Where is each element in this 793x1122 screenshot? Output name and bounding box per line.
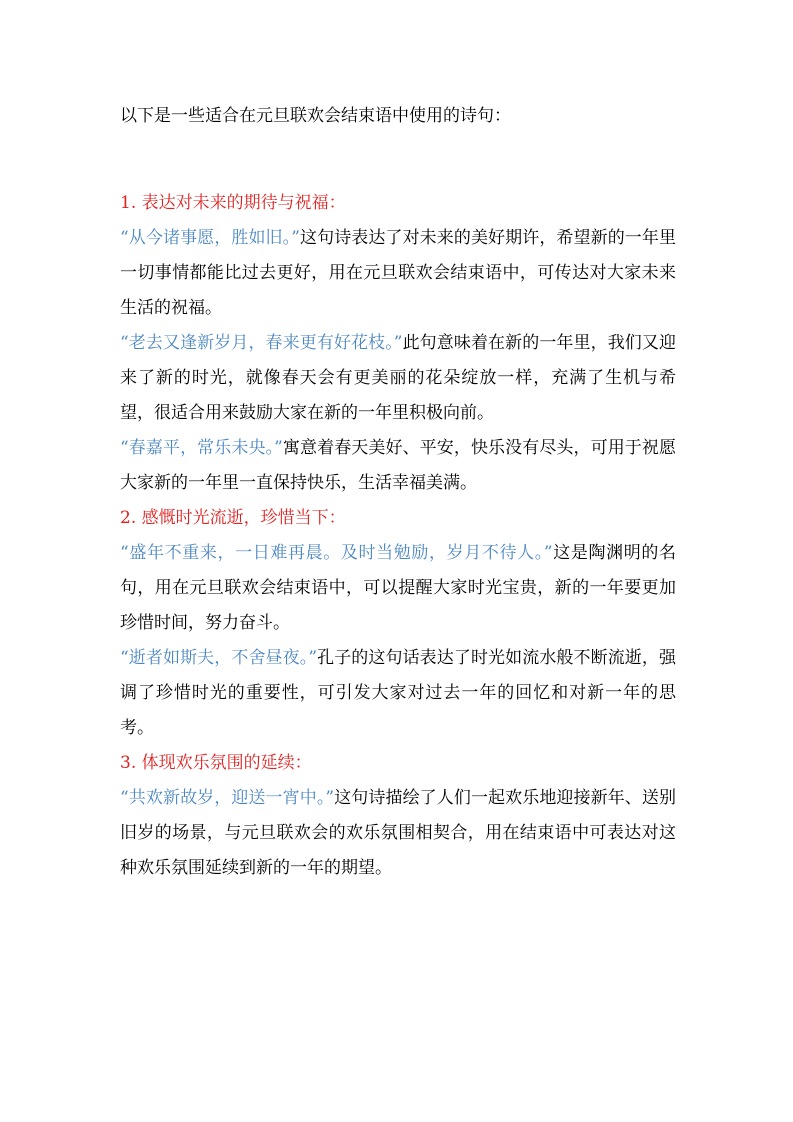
poem-explanation: 这句诗表达了对未来的美好期许，希望新的一年里一切事情都能比过去更好，用在元旦联欢会结束语中，可传达对大家未来生活的祝福。: [120, 228, 676, 318]
poem-quote: “从今诸事愿，胜如旧。”: [120, 228, 300, 248]
poem-quote: “逝者如斯夫，不舍昼夜。”: [120, 648, 318, 668]
poem-paragraph: [120, 536, 676, 641]
section-heading: 2. 感慨时光流逝，珍惜当下：: [120, 508, 346, 528]
document-body: [120, 186, 676, 886]
poem-paragraph: [120, 221, 676, 326]
poem-explanation: 这句诗描绘了人们一起欢乐地迎接新年、送别旧岁的场景，与元旦联欢会的欢乐氛围相契合，用在结束语中可表达对这种欢乐氛围延续到新的一年的期望。: [120, 788, 676, 878]
poem-paragraph: [120, 641, 676, 746]
poem-paragraph: [120, 326, 676, 431]
poem-paragraph: [120, 781, 676, 886]
section-heading: 1. 表达对未来的期待与祝福：: [120, 193, 346, 213]
poem-quote: “盛年不重来，一日难再晨。及时当勉励，岁月不待人。”: [120, 543, 553, 563]
poem-explanation: 寓意着春天美好、平安，快乐没有尽头，可用于祝愿大家新的一年里一直保持快乐，生活幸福美满。: [120, 438, 676, 493]
poem-quote: “春嘉平，常乐未央。”: [120, 438, 283, 458]
intro-text: 以下是一些适合在元旦联欢会结束语中使用的诗句：: [120, 106, 511, 126]
section-heading: 3. 体现欢乐氛围的延续：: [120, 753, 312, 773]
poem-quote: “老去又逢新岁月，春来更有好花枝。”: [120, 333, 403, 353]
poem-paragraph: [120, 431, 676, 501]
poem-quote: “共欢新故岁，迎送一宵中。”: [120, 788, 335, 808]
poem-explanation: 孔子的这句话表达了时光如流水般不断流逝，强调了珍惜时光的重要性，可引发大家对过去一年的回忆和对新一年的思考。: [120, 648, 676, 738]
poem-explanation: 此句意味着在新的一年里，我们又迎来了新的时光，就像春天会有更美丽的花朵绽放一样，充满了生机与希望，很适合用来鼓励大家在新的一年里积极向前。: [120, 333, 676, 423]
poem-explanation: 这是陶渊明的名句，用在元旦联欢会结束语中，可以提醒大家时光宝贵，新的一年要更加珍惜时间，努力奋斗。: [120, 543, 676, 633]
